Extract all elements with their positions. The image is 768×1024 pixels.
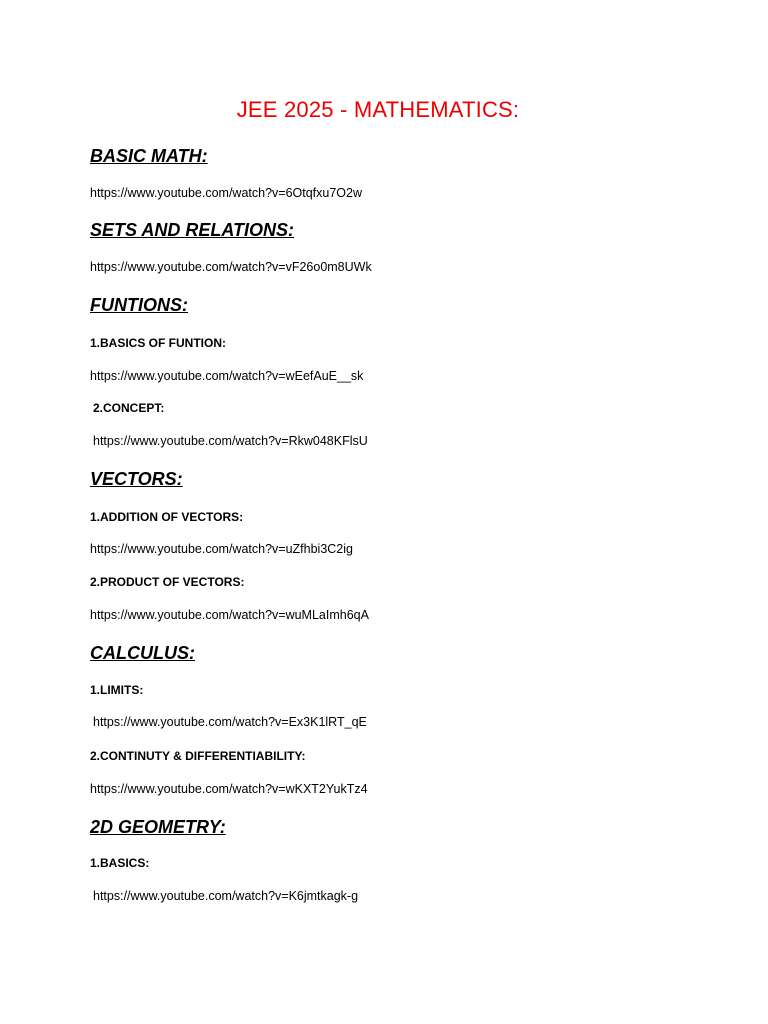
- section-heading-vectors: VECTORS:: [90, 469, 183, 489]
- link-sets-relations[interactable]: https://www.youtube.com/watch?v=vF26o0m8UWk: [90, 260, 372, 274]
- link-continuity-differentiability[interactable]: https://www.youtube.com/watch?v=wKXT2YukTz4: [90, 782, 368, 796]
- subheading-continuity-differentiability: 2.CONTINUTY & DIFFERENTIABILITY:: [90, 749, 306, 763]
- subheading-concept: 2.CONCEPT:: [93, 401, 165, 415]
- section-heading-functions: FUNTIONS:: [90, 295, 188, 315]
- section-heading-sets-relations: SETS AND RELATIONS:: [90, 220, 295, 240]
- link-basics[interactable]: https://www.youtube.com/watch?v=K6jmtkagk-g: [93, 889, 359, 903]
- subheading-basics-of-function: 1.BASICS OF FUNTION:: [90, 336, 227, 350]
- page-title: JEE 2025 - MATHEMATICS:: [236, 97, 520, 122]
- section-heading-calculus: CALCULUS:: [90, 643, 195, 663]
- section-heading-2d-geometry: 2D GEOMETRY:: [90, 817, 226, 837]
- subheading-addition-of-vectors: 1.ADDITION OF VECTORS:: [90, 510, 244, 524]
- link-addition-of-vectors[interactable]: https://www.youtube.com/watch?v=uZfhbi3C2ig: [90, 542, 353, 556]
- subheading-basics: 1.BASICS:: [90, 856, 150, 870]
- link-basics-of-function[interactable]: https://www.youtube.com/watch?v=wEefAuE__sk: [90, 369, 364, 383]
- link-basic-math[interactable]: https://www.youtube.com/watch?v=6Otqfxu7O2w: [90, 186, 363, 200]
- subheading-limits: 1.LIMITS:: [90, 683, 144, 697]
- link-limits[interactable]: https://www.youtube.com/watch?v=Ex3K1lRT_qE: [93, 715, 367, 729]
- link-concept[interactable]: https://www.youtube.com/watch?v=Rkw048KFlsU: [93, 434, 368, 448]
- subheading-product-of-vectors: 2.PRODUCT OF VECTORS:: [90, 575, 245, 589]
- section-heading-basic-math: BASIC MATH:: [90, 146, 208, 166]
- link-product-of-vectors[interactable]: https://www.youtube.com/watch?v=wuMLaImh6qA: [90, 608, 369, 622]
